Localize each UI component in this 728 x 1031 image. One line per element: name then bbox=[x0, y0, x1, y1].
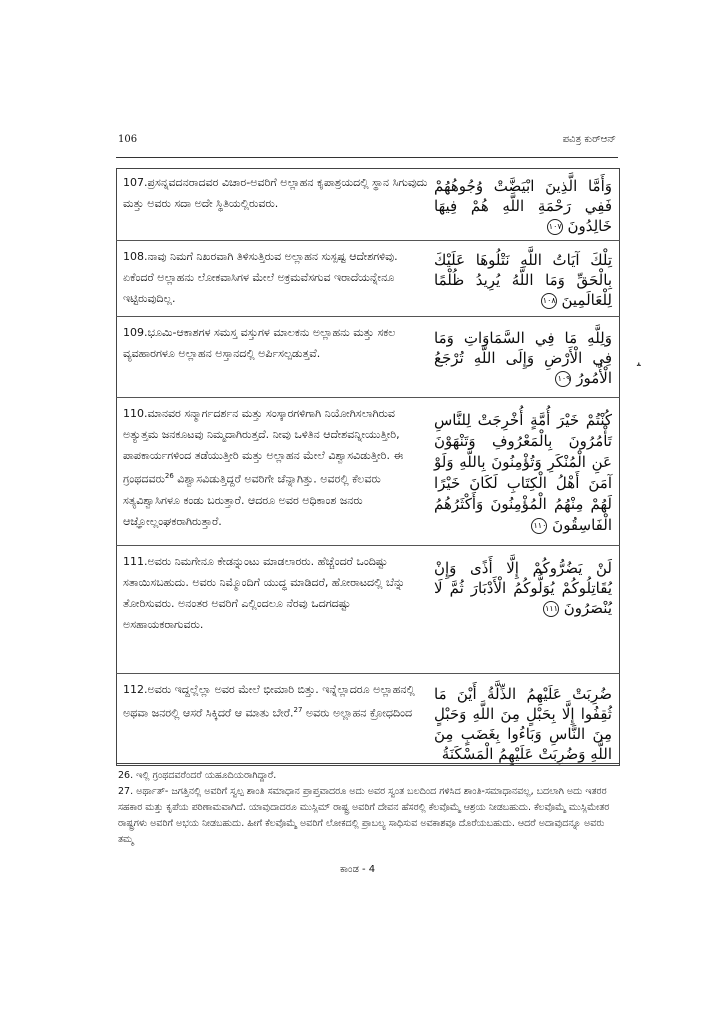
footnote-ref[interactable]: 27 bbox=[293, 706, 303, 714]
footnote-ref[interactable]: 26 bbox=[164, 472, 174, 480]
verse-number: 109. bbox=[123, 326, 148, 339]
verse-112-kannada bbox=[123, 679, 428, 724]
verse-number: 111. bbox=[123, 555, 148, 568]
verse-text: ಮಾನವರ ಸನ್ಮಾರ್ಗದರ್ಶನ ಮತ್ತು ಸಂಸ್ಕಾರಗಳಿಗಾಗಿ ನಿಯೋಗಿಸಲಾಗಿರುವ ಅತ್ಯುತ್ತಮ ಜನಕೂಟವು ನಿಮ್ಮದಾಗಿರುತ್ತದೆ. ನೀವು ಒಳಿತಿನ ಆದೇಶವನ್ನೀಯುತ್ತೀರಿ, ಪಾಪಕಾರ್ಯಗಳಿಂದ ತಡೆಯುತ್ತೀರಿ ಮತ್ತು ಅಲ್ಲಾಹನ ಮೇಲೆ ವಿಶ್ವಾಸವಿಡುತ್ತೀರಿ. ಈ ಗ್ರಂಥದವರು bbox=[123, 407, 404, 486]
verse-109-arabic bbox=[434, 328, 612, 388]
footnote-26 bbox=[118, 768, 618, 784]
verse-text: ನಾವು ನಿಮಗೆ ನಿಖರವಾಗಿ ತಿಳಿಸುತ್ತಿರುವ ಅಲ್ಲಾಹನ ಸುಸ್ಪಷ್ಟ ಆದೇಶಗಳಿವು. ಏಕೆಂದರೆ ಅಲ್ಲಾಹನು ಲೋಕವಾಸಿಗಳ ಮೇಲೆ ಅಕ್ರಮವೆಸಗುವ ಇರಾದೆಯನ್ನೇನೂ ಇಟ್ಟಿರುವುದಿಲ್ಲ. bbox=[123, 250, 398, 305]
footnote-rule bbox=[116, 763, 620, 764]
arabic-text: تِلْكَ آيَاتُ اللَّهِ نَتْلُوهَا عَلَيْكَ بِالْحَقِّ وَمَا اللَّهُ يُرِيدُ ظُلْمًا لِلْعَالَمِينَ bbox=[434, 251, 612, 309]
verse-separator bbox=[116, 545, 620, 546]
verse-108-arabic bbox=[434, 250, 612, 310]
verse-111-kannada bbox=[123, 551, 428, 635]
verse-107-arabic bbox=[434, 176, 612, 236]
verse-separator bbox=[116, 240, 620, 241]
verse-111-arabic bbox=[434, 558, 612, 618]
verse-text: ಪ್ರಸನ್ನವದನರಾದವರ ವಿಚಾರ-ಅವರಿಗೆ ಅಲ್ಲಾಹನ ಕೃಪಾಶ್ರಯದಲ್ಲಿ ಸ್ಥಾನ ಸಿಗುವುದು ಮತ್ತು ಅವರು ಸದಾ ಅದೇ ಸ್ಥಿತಿಯಲ್ಲಿರುವರು. bbox=[123, 176, 428, 210]
arabic-text: ضُرِبَتْ عَلَيْهِمُ الذِّلَّةُ أَيْنَ مَا ثُقِفُوا إِلَّا بِحَبْلٍ مِنَ اللَّهِ وَحَبْلٍ مِنَ النَّاسِ وَبَاءُوا بِغَضَبٍ مِنَ اللَّهِ وَضُرِبَتْ عَلَيْهِمُ الْمَسْكَنَةُ bbox=[434, 685, 612, 763]
verse-separator bbox=[116, 316, 620, 317]
verse-text: ಅವರು ಇದ್ದಲ್ಲೆಲ್ಲಾ ಅವರ ಮೇಲೆ ಭೀಮಾರಿ ಬಿತ್ತು. ಇನ್ನೆಲ್ಲಾದರೂ ಅಲ್ಲಾಹನಲ್ಲಿ ಅಥವಾ ಜನರಲ್ಲಿ ಆಸರೆ ಸಿಕ್ಕಿದರೆ ಆ ಮಾತು ಬೇರೆ. bbox=[123, 683, 415, 720]
verse-109-kannada bbox=[123, 322, 428, 364]
verse-110-arabic bbox=[434, 410, 612, 536]
arabic-text: وَلِلَّهِ مَا فِي السَّمَاوَاتِ وَمَا فِي الْأَرْضِ وَإِلَى اللَّهِ تُرْجَعُ الْأُمُورُ bbox=[434, 329, 612, 387]
margin-hizb-mark-icon: ﯩ bbox=[637, 355, 641, 369]
verse-number: 112. bbox=[123, 683, 148, 696]
verse-text: ಅವರು ನಿಮಗೇನೂ ಕೇಡನ್ನುಂಟು ಮಾಡಲಾರರು. ಹೆಚ್ಚೆಂದರೆ ಒಂದಿಷ್ಟು ಸತಾಯಿಸಬಹುದು. ಅವರು ನಿಮ್ಮೊಂದಿಗೆ ಯುದ್ಧ ಮಾಡಿದರೆ, ಹೋರಾಟದಲ್ಲಿ ಬೆನ್ನು ತೋರಿಸುವರು. ಅನಂತರ ಅವರಿಗೆ ಎಲ್ಲಿಂದಲೂ ನೆರವು ಒದಗದಷ್ಟು ಅಸಹಾಯಕರಾಗುವರು. bbox=[123, 555, 406, 631]
ayah-end-marker-icon: ١١١ bbox=[543, 601, 559, 617]
footnotes bbox=[118, 768, 618, 848]
verse-112-arabic bbox=[434, 684, 612, 764]
verse-separator bbox=[116, 397, 620, 398]
verse-number: 110. bbox=[123, 407, 148, 420]
running-title: ಪವಿತ್ರ ಕುರ್‌ಆನ್ bbox=[562, 134, 616, 145]
footnote-text: ಇಲ್ಲಿ ಗ್ರಂಥದವರೆಂದರೆ ಯಹೂದಿಯರಾಗಿದ್ದಾರೆ. bbox=[136, 770, 277, 781]
arabic-text: لَنْ يَضُرُّوكُمْ إِلَّا أَذًى وَإِنْ يُقَاتِلُوكُمْ يُوَلُّوكُمُ الْأَدْبَارَ ثُمَّ لَا يُنْصَرُونَ bbox=[434, 559, 612, 617]
ayah-end-marker-icon: ١٠٧ bbox=[547, 219, 563, 235]
verse-110-kannada bbox=[123, 403, 428, 532]
arabic-text: كُنْتُمْ خَيْرَ أُمَّةٍ أُخْرِجَتْ لِلنَّاسِ تَأْمُرُونَ بِالْمَعْرُوفِ وَتَنْهَوْنَ عَنِ الْمُنْكَرِ وَتُؤْمِنُونَ بِاللَّهِ وَلَوْ آمَنَ أَهْلُ الْكِتَابِ لَكَانَ خَيْرًا لَهُمْ مِنْهُمُ الْمُؤْمِنُونَ وَأَكْثَرُهُمُ الْفَاسِقُونَ bbox=[434, 411, 612, 534]
arabic-text: وَأَمَّا الَّذِينَ ابْيَضَّتْ وُجُوهُهُمْ فَفِي رَحْمَةِ اللَّهِ هُمْ فِيهَا خَالِدُونَ bbox=[434, 177, 612, 235]
juz-label: ಕಾಂಡ - 4 bbox=[340, 864, 376, 875]
footnote-number: 27. bbox=[118, 786, 134, 797]
verse-text-continued: ಅವರು ಅಲ್ಲಾಹನ ಕ್ರೋಧದಿಂದ bbox=[302, 706, 413, 720]
ayah-end-marker-icon: ١٠٩ bbox=[555, 371, 571, 387]
footnote-text: ಅರ್ಥಾತ್- ಜಗತ್ತಿನಲ್ಲಿ ಅವರಿಗೆ ಸ್ವಲ್ಪ ಶಾಂತಿ ಸಮಾಧಾನ ಪ್ರಾಪ್ತವಾದರೂ ಅದು ಅವರ ಸ್ವಂತ ಬಲದಿಂದ ಗಳಿಸಿದ ಶಾಂತಿ-ಸಮಾಧಾನವಲ್ಲ, ಬದಲಾಗಿ ಅದು ಇತರರ ಸಹಕಾರ ಮತ್ತು ಕೃಪೆಯ ಪರಿಣಾಮವಾಗಿದೆ. ಯಾವುದಾದರೂ ಮುಸ್ಲಿಮ್ ರಾಷ್ಟ್ರ ಅವರಿಗೆ ದೇವನ ಹೆಸರಲ್ಲಿ ಕೆಲವೊಮ್ಮೆ ಆಶ್ರಯ ನೀಡಬಹುದು. ಕೆಲವೊಮ್ಮೆ ಮುಸ್ಲಿಮೇತರ ರಾಷ್ಟ್ರಗಳು ಅವರಿಗೆ ಅಭಯ ನೀಡಬಹುದು. ಹೀಗೆ ಕೆಲವೊಮ್ಮೆ ಅವರಿಗೆ ಲೋಕದಲ್ಲಿ ಪ್ರಾಬಲ್ಯ ಸಾಧಿಸುವ ಅವಕಾಶವೂ ದೊರೆಯಬಹುದು. ಆದರೆ ಅದಾವುದನ್ನೂ ಅವರು ತಮ್ಮ bbox=[118, 786, 610, 845]
verse-number: 108. bbox=[123, 250, 148, 263]
verse-107-kannada bbox=[123, 172, 428, 214]
page-number: 106 bbox=[118, 134, 138, 145]
footnote-27 bbox=[118, 784, 618, 848]
verse-number: 107. bbox=[123, 176, 148, 189]
verse-separator bbox=[116, 673, 620, 674]
verse-108-kannada bbox=[123, 246, 428, 309]
footnote-number: 26. bbox=[118, 770, 134, 781]
verse-text-continued: ವಿಶ್ವಾಸವಿಡುತ್ತಿದ್ದರೆ ಅವರಿಗೇ ಚೆನ್ನಾಗಿತ್ತು. ಅವರಲ್ಲಿ ಕೆಲವರು ಸತ್ಯವಿಶ್ವಾಸಿಗಳೂ ಕಂಡು ಬರುತ್ತಾರೆ. ಆದರೂ ಅವರ ಅಧಿಕಾಂಶ ಜನರು ಆಜ್ಞೋಲ್ಲಂಘಕರಾಗಿರುತ್ತಾರೆ. bbox=[123, 472, 381, 528]
header-rule bbox=[116, 157, 618, 158]
verse-text: ಭೂಮಿ-ಆಕಾಶಗಳ ಸಮಸ್ತ ವಸ್ತುಗಳ ಮಾಲಕನು ಅಲ್ಲಾಹನು ಮತ್ತು ಸಕಲ ವ್ಯವಹಾರಗಳೂ ಅಲ್ಲಾಹನ ಅಸ್ತಾನದಲ್ಲಿ ಅರ್ಪಿಸಲ್ಪಡುತ್ತವೆ. bbox=[123, 326, 396, 360]
ayah-end-marker-icon: ١١٠ bbox=[531, 518, 547, 534]
ayah-end-marker-icon: ١٠٨ bbox=[541, 293, 557, 309]
